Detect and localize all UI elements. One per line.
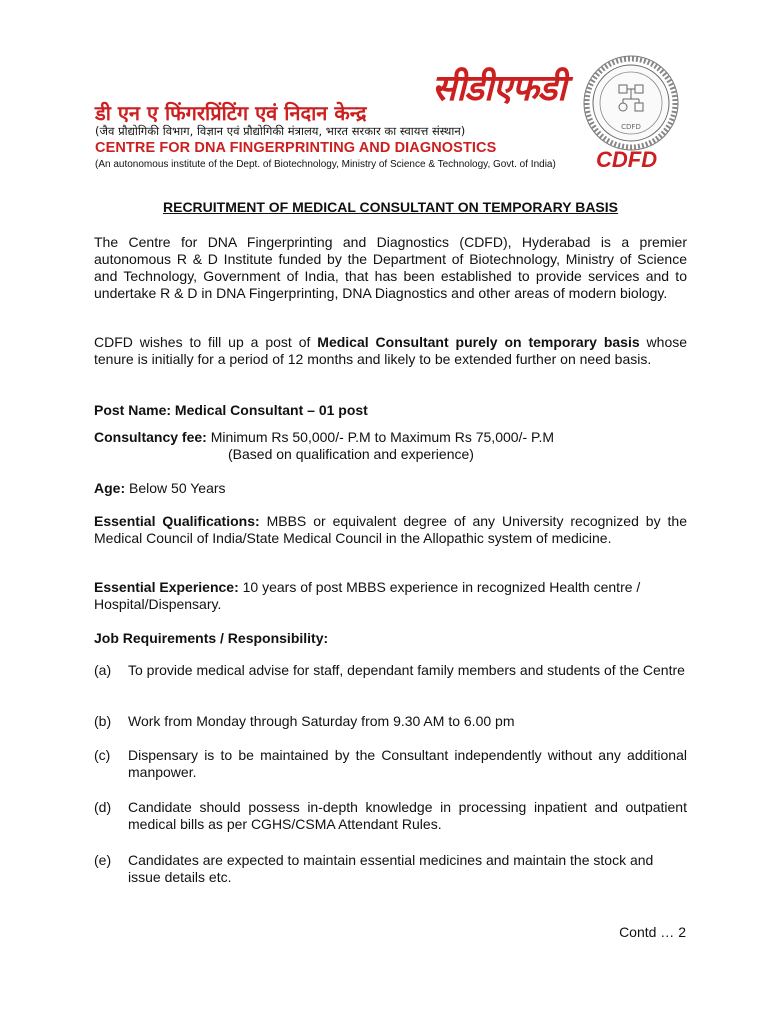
- job-item-text: Work from Monday through Saturday from 9.30 AM to 6.00 pm: [128, 713, 515, 729]
- experience-label: Essential Experience:: [94, 579, 239, 595]
- consultancy-fee: [94, 429, 687, 446]
- job-item-label: (b): [94, 713, 112, 729]
- hindi-institute-name: डी एन ए फिंगरप्रिंटिंग एवं निदान केन्द्र: [95, 101, 367, 125]
- job-item-label: (c): [94, 747, 111, 763]
- job-item: [94, 662, 687, 679]
- job-item-label: (d): [94, 799, 112, 815]
- english-institute-subtitle: (An autonomous institute of the Dept. of Biotechnology, Ministry of Science & Technology, Govt. of India): [95, 159, 556, 170]
- hindi-logo-text: सीडीएफडी: [432, 68, 566, 109]
- post-paragraph-bold: Medical Consultant purely on temporary basis: [317, 334, 640, 350]
- qualifications-value: MBBS or equivalent degree of any University recognized by the Medical Council of India/State Medical Council in the Allopathic system of medicine.: [94, 513, 687, 546]
- job-item-label: (a): [94, 662, 112, 678]
- job-item-text: Candidate should possess in-depth knowledge in processing inpatient and outpatient medical bills as per CGHS/CSMA Attendant Rules.: [128, 799, 687, 832]
- hindi-institute-subtitle: (जैव प्रौद्योगिकी विभाग, विज्ञान एवं प्रौद्योगिकी मंत्रालय, भारत सरकार का स्वायत्त संस्थान): [95, 124, 466, 138]
- post-name: Post Name: Medical Consultant – 01 post: [94, 402, 368, 418]
- age-value: Below 50 Years: [129, 480, 226, 496]
- job-item-text: Dispensary is to be maintained by the Consultant independently without any additional manpower.: [128, 747, 687, 780]
- qualifications-label: Essential Qualifications:: [94, 513, 260, 529]
- job-item: [94, 799, 687, 833]
- job-item-text: To provide medical advise for staff, dependant family members and students of the Centre: [128, 662, 685, 678]
- qualifications-paragraph: [94, 513, 687, 547]
- post-paragraph-lead: CDFD wishes to fill up a post of: [94, 334, 311, 350]
- job-item-text: Candidates are expected to maintain essential medicines and maintain the stock and issue details etc.: [128, 852, 654, 885]
- continued-note: Contd … 2: [619, 924, 686, 940]
- experience-value: 10 years of post MBBS experience in recognized Health centre / Hospital/Dispensary.: [94, 579, 641, 612]
- age-line: [94, 480, 687, 497]
- seal-label: CDFD: [621, 123, 641, 131]
- document-title: RECRUITMENT OF MEDICAL CONSULTANT ON TEMPORARY BASIS: [163, 199, 618, 215]
- job-item-label: (e): [94, 852, 112, 868]
- job-item: [94, 747, 687, 781]
- job-requirements-heading: Job Requirements / Responsibility:: [94, 630, 329, 646]
- fee-value: Minimum Rs 50,000/- P.M to Maximum Rs 75,000/- P.M: [210, 429, 555, 445]
- cdfd-seal-icon: [583, 55, 679, 151]
- experience-paragraph: [94, 579, 687, 613]
- cdfd-logo-text: CDFD: [596, 147, 658, 172]
- fee-note: (Based on qualification and experience): [228, 446, 474, 462]
- post-paragraph-rest: whose tenure is initially for a period of 12 months and likely to be extended further on need basis.: [94, 334, 688, 367]
- english-institute-name: CENTRE FOR DNA FINGERPRINTING AND DIAGNOSTICS: [95, 140, 497, 156]
- job-item: [94, 713, 687, 730]
- post-paragraph: [94, 334, 687, 368]
- intro-paragraph: The Centre for DNA Fingerprinting and Diagnostics (CDFD), Hyderabad is a premier autonomous R & D Institute funded by the Department of Biotechnology, Ministry of Science and Technology, Government of India, that has been established to provide services and to undertake R & D in DNA Fingerprinting, DNA Diagnostics and other areas of modern biology.: [94, 234, 687, 301]
- job-item: [94, 852, 687, 886]
- fee-label: Consultancy fee:: [94, 429, 207, 445]
- age-label: Age:: [94, 480, 126, 496]
